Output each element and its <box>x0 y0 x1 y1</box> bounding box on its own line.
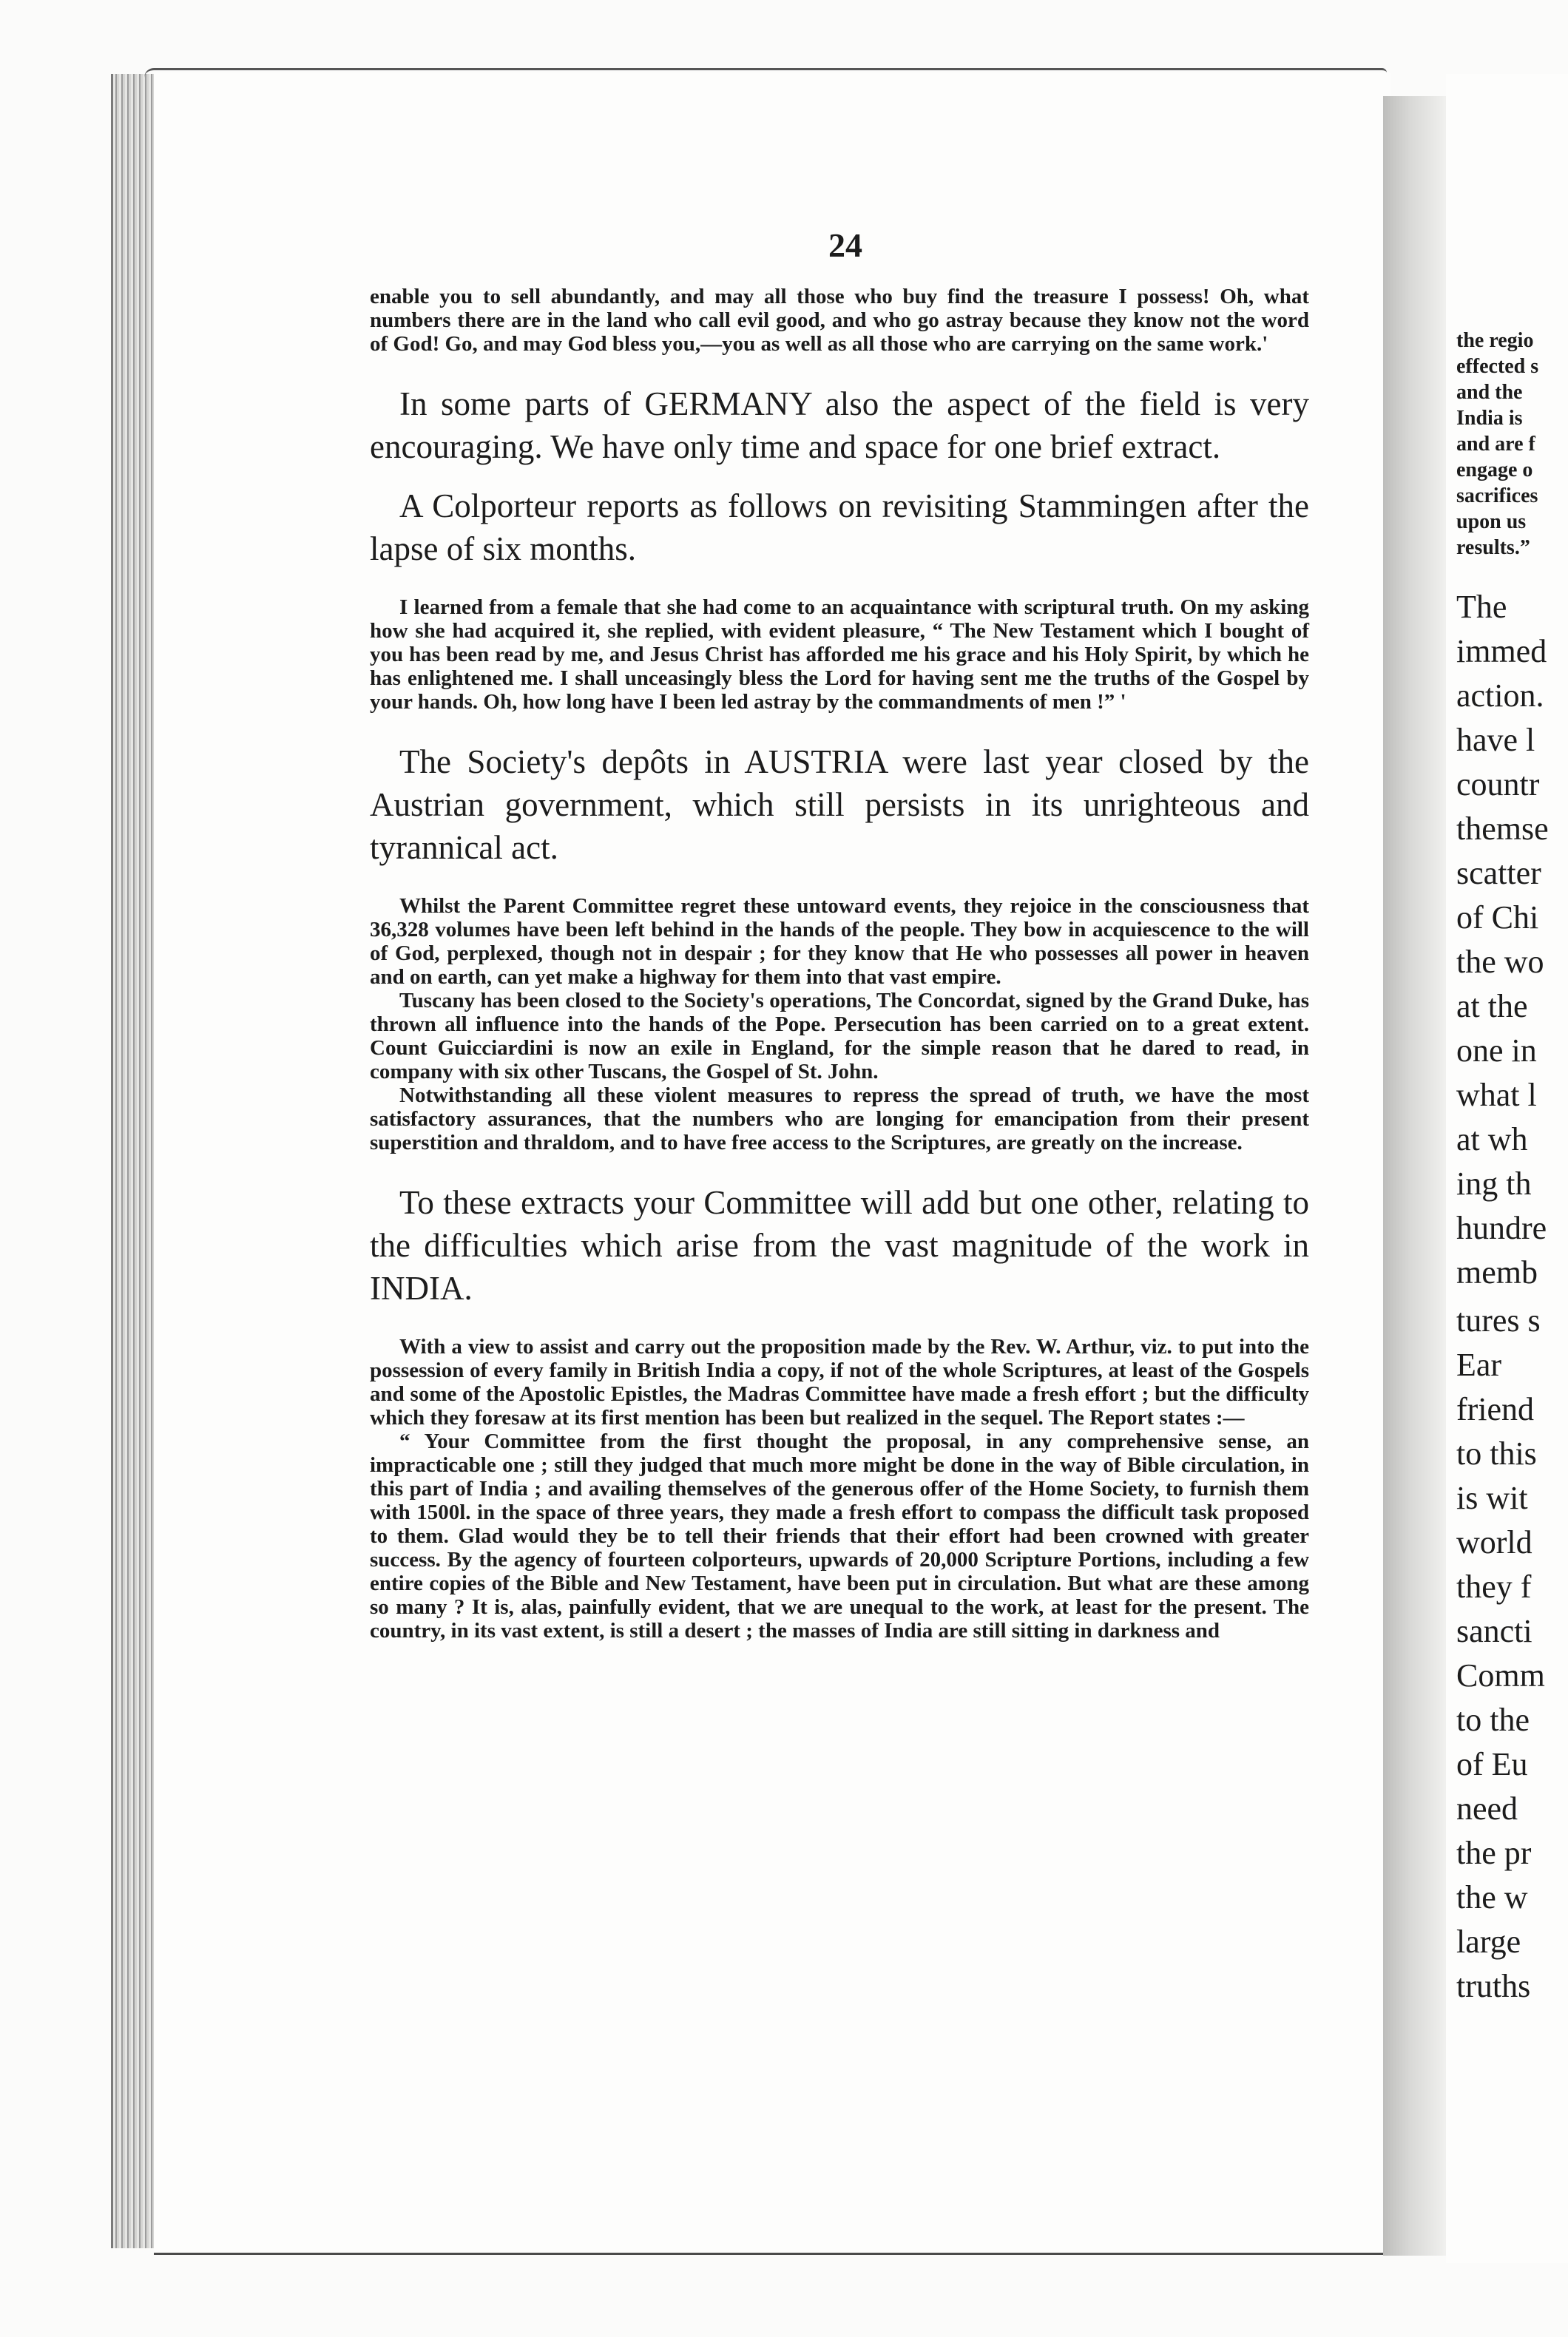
facing-line: the pr <box>1456 1835 1532 1871</box>
facing-line: ing th <box>1456 1166 1532 1202</box>
extract-paragraph: “ Your Committee from the first thought the proposal, in any comprehensive sense, an impracticable one ; still they judged that much more might be done in the way of Bible circulation, in this part of India ; and availing themselves of the generous offer of the Home Society, to furnish them with 1500l. in the space of three years, they made a fresh effort to compass the difficult task proposed to them. Glad would they be to tell their friends that their effort had been crowned with greater success. By the agency of fourteen colporteurs, upwards of 20,000 Scripture Portions, including a few entire copies of the Bible and New Testament, have been put in circulation. But what are these among so many ? It is, alas, painfully evident, that we are unequal to the work, at least for the present. The country, in its vast extent, is still a desert ; the masses of India are still sitting in darkness and <box>370 1430 1309 1643</box>
facing-line: immed <box>1456 633 1547 669</box>
facing-line: world <box>1456 1524 1532 1560</box>
page-number: 24 <box>828 226 862 264</box>
facing-line: of Eu <box>1456 1746 1528 1782</box>
facing-line: sacrifices <box>1456 484 1538 507</box>
extract-paragraph: Tuscany has been closed to the Society's operations, The Concordat, signed by the Grand Duke, has thrown all influence into the hands of the Pope. Persecution has been carried on to a great extent. Count Guicciardini is now an exile in England, for the simple reason that he dared to read, in company with six other Tuscans, the Gospel of St. John. <box>370 989 1309 1083</box>
book-gutter <box>1383 96 1450 2256</box>
facing-line: to the <box>1456 1702 1530 1738</box>
facing-line: is wit <box>1456 1480 1528 1516</box>
facing-line: effected s <box>1456 355 1539 378</box>
facing-line: and the <box>1456 381 1523 404</box>
facing-line: friend <box>1456 1391 1535 1427</box>
facing-line: the w <box>1456 1879 1528 1915</box>
quote-continuation: enable you to sell abundantly, and may all those who buy find the treasure I possess! Oh, what numbers there are in the land who call evil good, and who go astray because they know not the word of God! Go, and may God bless you,—you as well as all those who are carrying on the same work.' <box>370 285 1309 356</box>
facing-line: large <box>1456 1924 1521 1960</box>
facing-line: India is <box>1456 407 1523 430</box>
facing-line: results.” <box>1456 536 1530 559</box>
extract-paragraph: I learned from a female that she had come to an acquaintance with scriptural truth. On my asking how she had acquired it, she replied, with evident pleasure, “ The New Testament which I bought of you has been read by me, and Jesus Christ has afforded me his grace and his Holy Spirit, by which he has enlightened me. I shall unceasingly bless the Lord for having sent me the truths of the Gospel by your hands. Oh, how long have I been led astray by the commandments of men !” ' <box>370 595 1309 714</box>
facing-line: the regio <box>1456 329 1534 352</box>
facing-line: upon us <box>1456 510 1527 533</box>
page-body <box>370 285 1309 1643</box>
facing-line: at wh <box>1456 1121 1528 1157</box>
facing-line: one in <box>1456 1032 1537 1069</box>
extract-paragraph: With a view to assist and carry out the proposition made by the Rev. W. Arthur, viz. to put into the possession of every family in British India a copy, if not of the whole Scriptures, at least of the Gospels and some of the Apostolic Epistles, the Madras Committee have made a fresh effort ; but the difficulty which they foresaw at its first mention has been but realized in the sequel. The Report states :— <box>370 1335 1309 1430</box>
extract-paragraph: Notwithstanding all these violent measures to repress the spread of truth, we have the most satisfactory assurances, that the numbers who are longing for emancipation from their present superstition and thraldom, and to have free access to the Scriptures, are greatly on the increase. <box>370 1083 1309 1154</box>
facing-page <box>1446 74 1568 2263</box>
facing-line: hundre <box>1456 1210 1547 1246</box>
facing-line: need <box>1456 1790 1518 1827</box>
facing-line: themse <box>1456 811 1549 847</box>
facing-line: memb <box>1456 1254 1538 1291</box>
body-paragraph: In some parts of GERMANY also the aspect of the field is very encouraging. We have only time and space for one brief extract. <box>370 385 1309 465</box>
facing-line: of Chi <box>1456 899 1539 936</box>
facing-line: The <box>1456 589 1507 625</box>
facing-line: engage o <box>1456 459 1533 481</box>
facing-line: they f <box>1456 1569 1532 1605</box>
extract-paragraph: Whilst the Parent Committee regret these untoward events, they rejoice in the consciousness that 36,328 volumes have been left behind in the hands of the people. They bow in acquiescence to the will of God, perplexed, though not in despair ; for they know that He who possesses all power in heaven and on earth, can yet make a highway for them into that vast empire. <box>370 894 1309 989</box>
body-paragraph: A Colporteur reports as follows on revisiting Stammingen after the lapse of six months. <box>370 487 1309 567</box>
facing-line: Comm <box>1456 1657 1545 1694</box>
facing-line: Ear <box>1456 1347 1502 1383</box>
facing-line: scatter <box>1456 855 1541 891</box>
facing-line: action. <box>1456 677 1544 714</box>
body-paragraph: To these extracts your Committee will add but one other, relating to the difficulties which arise from the vast magnitude of the work in INDIA. <box>370 1184 1309 1307</box>
facing-line: the wo <box>1456 944 1544 980</box>
facing-line: have l <box>1456 722 1535 758</box>
facing-line: tures s <box>1456 1302 1541 1339</box>
facing-line: what l <box>1456 1077 1537 1113</box>
facing-line: truths <box>1456 1968 1531 2004</box>
facing-line: at the <box>1456 988 1528 1024</box>
facing-line: sancti <box>1456 1613 1532 1649</box>
facing-line: to this <box>1456 1435 1537 1472</box>
facing-line: and are f <box>1456 433 1535 456</box>
body-paragraph: The Society's depôts in AUSTRIA were last year closed by the Austrian government, which still persists in its unrighteous and tyrannical act. <box>370 743 1309 866</box>
facing-line: countr <box>1456 766 1540 802</box>
page-edges <box>111 74 158 2248</box>
